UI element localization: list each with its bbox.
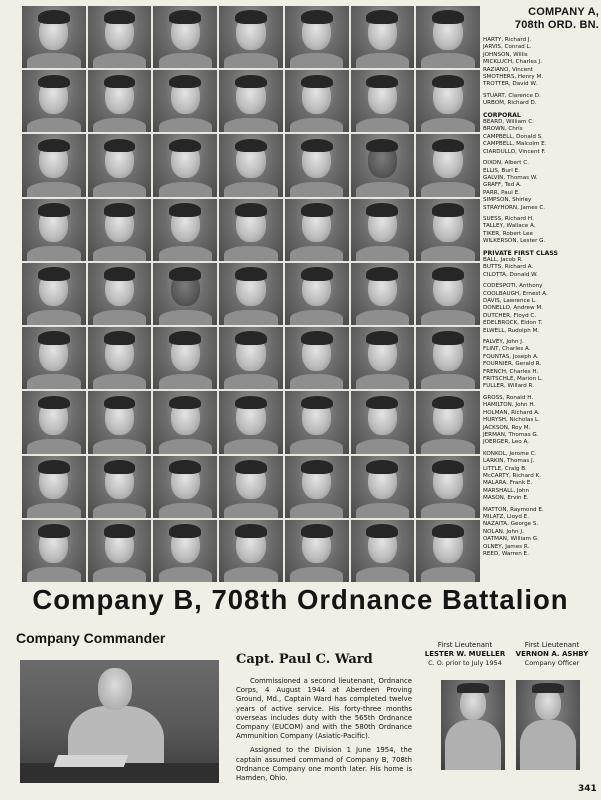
roster-name: MATTON, Raymond E. — [483, 506, 544, 513]
portrait-photo — [285, 456, 349, 518]
portrait-photo — [22, 456, 86, 518]
page-number: 341 — [578, 784, 597, 794]
portrait-photo — [153, 6, 217, 68]
portrait-photo — [88, 327, 152, 389]
portrait-photo — [416, 391, 480, 453]
lieutenant-note: Company Officer — [524, 659, 580, 667]
roster-name: BROWN, Chris — [483, 126, 523, 133]
roster-name: MILATZ, Lloyd E. — [483, 513, 529, 520]
roster-group — [483, 112, 599, 156]
roster-name: MALARA, Frank E. — [483, 480, 533, 487]
portrait-photo — [351, 391, 415, 453]
roster-group — [483, 395, 599, 447]
portrait-photo — [153, 456, 217, 518]
roster-name: COOLBAUGH, Ernest A. — [483, 290, 548, 297]
portrait-photo — [351, 263, 415, 325]
portrait-photo — [88, 456, 152, 518]
roster-name: FOURNIER, Gerald R. — [483, 361, 542, 368]
roster-name: MASON, Ervin E. — [483, 495, 529, 502]
roster-name: McCARTY, Richard K. — [483, 472, 541, 479]
portrait-photo — [22, 327, 86, 389]
portrait-photo — [416, 6, 480, 68]
company-commander-title: Company Commander — [16, 630, 166, 646]
portrait-photo — [22, 70, 86, 132]
roster-name: LARKIN, Thomas J. — [483, 458, 535, 465]
portrait-photo — [153, 520, 217, 582]
roster-name: DAVIS, Lawrence L. — [483, 298, 537, 304]
roster-name: JARVIS, Conrad L. — [483, 44, 532, 51]
portrait-photo — [22, 263, 86, 325]
roster-group — [483, 93, 599, 108]
roster-name: STUART, Clarence D. — [483, 92, 541, 99]
roster-name: JERMAN, Thomas G. — [483, 431, 539, 438]
roster-name: BUTTS, Richard A. — [483, 264, 534, 271]
roster-name: CILOTTA, Donald W. — [483, 271, 538, 278]
roster-name: TIKER, Robert Lee — [483, 230, 533, 237]
portrait-photo — [416, 520, 480, 582]
portrait-photo — [285, 263, 349, 325]
roster-name: TROTTER, David W. — [483, 81, 538, 88]
roster-battalion: 708th ORD. BN. — [514, 19, 599, 31]
portrait-photo — [88, 263, 152, 325]
roster-name: BALL, Jacob R. — [483, 256, 523, 263]
portrait-photo — [22, 199, 86, 261]
roster-group — [483, 37, 599, 89]
portrait-photo — [285, 70, 349, 132]
roster-name: HAMILTON, John H. — [483, 402, 536, 409]
portrait-photo — [88, 134, 152, 196]
roster-name: LITTLE, Craig B. — [483, 465, 527, 472]
portrait-photo — [153, 199, 217, 261]
roster-group — [483, 507, 599, 559]
roster-name: FRENCH, Charles H. — [483, 368, 539, 375]
portrait-photo — [22, 6, 86, 68]
roster-group — [483, 283, 599, 335]
portrait-photo — [416, 263, 480, 325]
roster-name: RAZIANO, Vincent — [483, 66, 533, 73]
roster-name: DONELLO, Andrew M. — [483, 305, 543, 312]
portrait-photo — [88, 199, 152, 261]
portrait-photo — [219, 199, 283, 261]
roster-name: BEARD, William C. — [483, 119, 534, 126]
roster-name: GALVIN, Thomas W. — [483, 174, 538, 181]
portrait-photo — [285, 199, 349, 261]
roster-name: TALLEY, Wallace A. — [483, 223, 536, 230]
roster-name: GRAFF, Ted A. — [483, 182, 522, 189]
roster-name: OATMAN, William G. — [483, 536, 539, 543]
roster-name: CIARDULLO, Vincent F. — [483, 148, 546, 155]
portrait-photo — [219, 263, 283, 325]
commander-name: Capt. Paul C. Ward — [236, 652, 373, 667]
portrait-photo — [416, 134, 480, 196]
portrait-photo — [285, 391, 349, 453]
roster-rank-label: CORPORAL — [483, 111, 521, 119]
portrait-photo — [219, 6, 283, 68]
roster-name: FALVEY, John J. — [483, 339, 524, 346]
portrait-photo — [88, 70, 152, 132]
roster-name: FULLER, Willard R. — [483, 383, 535, 390]
roster-name: JOERGER, Leo A. — [483, 439, 529, 446]
portrait-photo — [153, 263, 217, 325]
roster-name: KONKOL, Jerome C. — [483, 450, 537, 457]
roster-name: URBOM, Richard D. — [483, 100, 537, 107]
company-a-photo-grid — [22, 6, 480, 582]
roster-name: DIXON, Albert C. — [483, 160, 529, 167]
roster-name: ELWELL, Rudolph M. — [483, 327, 540, 334]
lieutenant-name: LESTER W. MUELLER — [424, 650, 506, 658]
portrait-photo — [416, 199, 480, 261]
roster-name: CODESPOTI, Anthony — [483, 283, 543, 290]
roster-name: SIMPSON, Shirley — [483, 197, 532, 204]
lieutenant-ashby-caption — [507, 641, 597, 667]
portrait-photo — [351, 6, 415, 68]
roster-name: MARSHALL, John — [483, 487, 530, 494]
roster-groups — [483, 37, 599, 558]
portrait-photo — [219, 70, 283, 132]
lieutenant-rank: First Lieutenant — [524, 641, 580, 649]
roster-group — [483, 451, 599, 503]
lieutenant-mueller-caption — [420, 641, 510, 667]
lieutenant-rank: First Lieutenant — [437, 641, 493, 649]
roster-name: JOHNSON, Willis — [483, 51, 528, 58]
roster-name: JACKSON, Roy M. — [483, 424, 531, 431]
portrait-photo — [219, 520, 283, 582]
roster-name: FLINT, Charles A. — [483, 346, 531, 353]
portrait-photo — [219, 134, 283, 196]
portrait-photo — [351, 134, 415, 196]
portrait-photo — [88, 6, 152, 68]
portrait-photo — [351, 456, 415, 518]
roster-name: HARTY, Richard J. — [483, 37, 532, 43]
lieutenant-note: C. O. prior to July 1954 — [428, 659, 502, 667]
roster-name: WILKERSON, Lester G. — [483, 238, 546, 245]
lieutenant-name: VERNON A. ASHBY — [515, 650, 589, 658]
roster-name: SUESS, Richard H. — [483, 215, 534, 222]
lieutenant-ashby-photo — [516, 680, 580, 770]
portrait-photo — [219, 391, 283, 453]
roster-name: OLNEY, James R. — [483, 543, 530, 550]
lieutenant-mueller-photo — [441, 680, 505, 770]
portrait-photo — [219, 327, 283, 389]
portrait-photo — [351, 70, 415, 132]
portrait-photo — [416, 70, 480, 132]
portrait-photo — [22, 134, 86, 196]
roster-name: REED, Warren E. — [483, 551, 529, 557]
company-commander-photo — [20, 660, 219, 783]
portrait-photo — [416, 327, 480, 389]
portrait-photo — [285, 6, 349, 68]
portrait-photo — [285, 134, 349, 196]
roster-name: DUTCHER, Floyd C. — [483, 312, 537, 319]
portrait-photo — [88, 520, 152, 582]
roster-rank-label: PRIVATE FIRST CLASS — [483, 249, 558, 257]
portrait-photo — [153, 70, 217, 132]
page-heading: Company B, 708th Ordnance Battalion — [32, 584, 569, 615]
roster-column — [483, 6, 599, 558]
portrait-photo — [351, 327, 415, 389]
portrait-photo — [351, 520, 415, 582]
portrait-photo — [153, 134, 217, 196]
portrait-photo — [351, 199, 415, 261]
roster-name: GROSS, Ronald H. — [483, 394, 534, 401]
roster-group — [483, 216, 599, 246]
roster-name: NAZAITA, George S. — [483, 521, 539, 528]
portrait-photo — [22, 391, 86, 453]
roster-name: FOUNTAS, Joseph A. — [483, 353, 539, 360]
roster-name: HOLMAN, Richard A. — [483, 409, 540, 416]
roster-name: SMOTHERS, Henry M. — [483, 74, 544, 81]
portrait-photo — [285, 520, 349, 582]
roster-name: PARR, Paul E. — [483, 189, 520, 196]
commander-bio-paragraph-2: Assigned to the Division 1 June 1954, the captain assumed command of Company B, 708th Ordnance Company one month later. His home is Hamden, Ohio. — [236, 746, 412, 783]
roster-name: FRITSCHLE, Marion L. — [483, 376, 543, 383]
commander-bio — [236, 677, 412, 788]
roster-name: EDELBROCK, Eldon T. — [483, 320, 543, 327]
roster-name: HURYSH, Nicholas L. — [483, 417, 540, 424]
roster-name: MICKLUCH, Charles J. — [483, 59, 542, 66]
roster-group — [483, 160, 599, 212]
portrait-photo — [285, 327, 349, 389]
roster-group — [483, 339, 599, 391]
roster-name: CAMPBELL, Malcolm E. — [483, 141, 547, 148]
portrait-photo — [153, 327, 217, 389]
roster-company: COMPANY A, — [528, 6, 599, 18]
portrait-photo — [416, 456, 480, 518]
roster-name: CAMPBELL, Donald S. — [483, 133, 544, 140]
roster-name: NOLAN, John J. — [483, 528, 524, 535]
commander-bio-paragraph-1: Commissioned a second lieutenant, Ordnance Corps, 4 August 1944 at Aberdeen Proving Ground, Md., Captain Ward has completed twelve years of active service. His forty-three months overseas includes duty with the 565th Ordnance Company (EUCOM) and with the 580th Ordnance Ammunition Company (Asiatic-Pacific). — [236, 677, 412, 741]
portrait-photo — [88, 391, 152, 453]
roster-group — [483, 250, 599, 280]
portrait-photo — [219, 456, 283, 518]
roster-name: ELLIS, Burl E. — [483, 167, 520, 174]
roster-name: STRAYHORN, James C. — [483, 204, 546, 211]
portrait-photo — [22, 520, 86, 582]
portrait-photo — [153, 391, 217, 453]
